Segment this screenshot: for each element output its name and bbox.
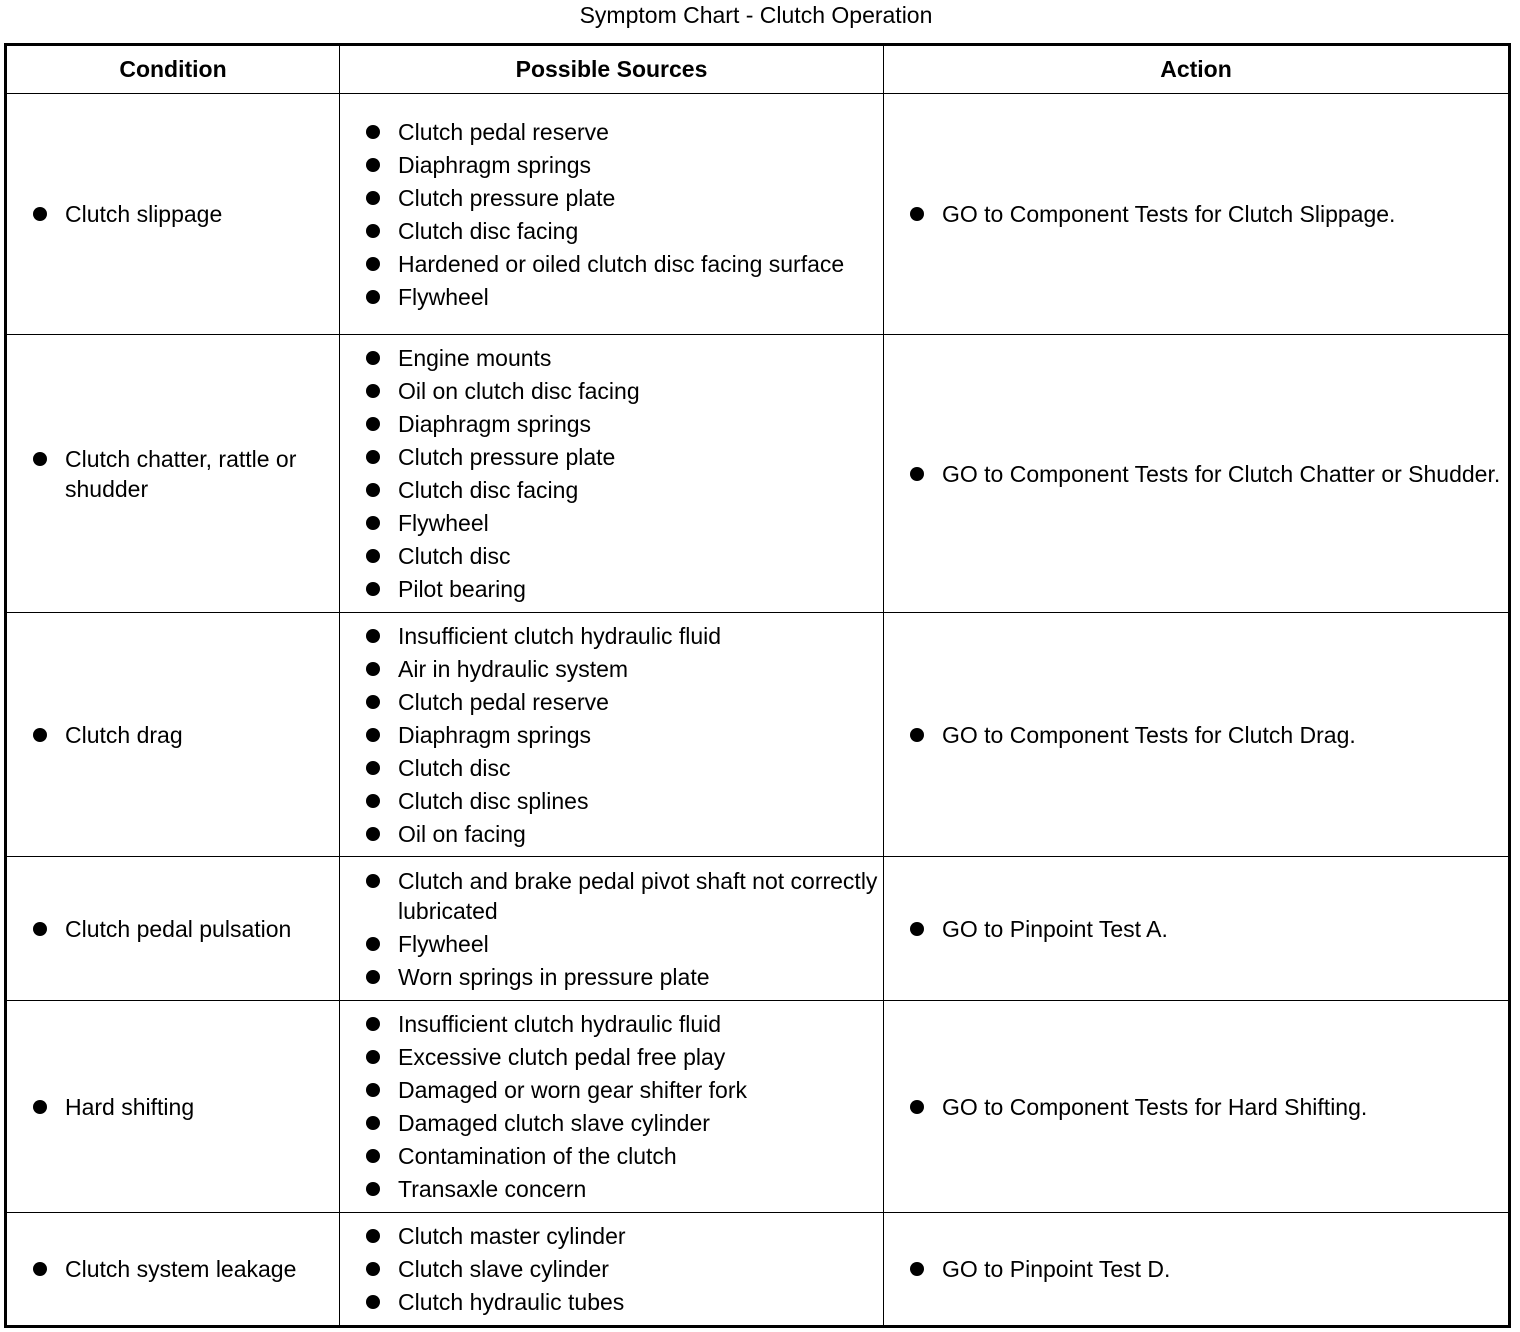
source-item: Clutch disc [340,753,883,783]
source-item: Air in hydraulic system [340,654,883,684]
table-row [6,94,1510,335]
source-item: Flywheel [340,508,883,538]
action-cell [884,94,1510,335]
source-item: Clutch slave cylinder [340,1254,883,1284]
source-item: Pilot bearing [340,574,883,604]
action-item: GO to Component Tests for Hard Shifting. [884,1092,1508,1122]
table-row [6,1001,1510,1213]
source-item: Diaphragm springs [340,720,883,750]
source-item: Contamination of the clutch [340,1141,883,1171]
condition-cell [6,1213,340,1327]
header-condition: Condition [6,45,340,94]
condition-item: Clutch pedal pulsation [7,914,339,944]
source-item: Flywheel [340,929,883,959]
source-item: Clutch disc [340,541,883,571]
possible-sources-cell [340,1001,884,1213]
condition-cell [6,335,340,613]
source-item: Insufficient clutch hydraulic fluid [340,621,883,651]
source-item: Excessive clutch pedal free play [340,1042,883,1072]
header-action: Action [884,45,1510,94]
action-cell [884,857,1510,1001]
source-item: Damaged or worn gear shifter fork [340,1075,883,1105]
condition-item: Clutch system leakage [7,1254,339,1284]
possible-sources-cell [340,335,884,613]
table-row [6,857,1510,1001]
action-cell [884,1213,1510,1327]
symptom-chart-table [4,43,1511,1328]
condition-cell [6,857,340,1001]
action-item: GO to Component Tests for Clutch Drag. [884,720,1508,750]
action-item: GO to Component Tests for Clutch Chatter or Shudder. [884,459,1508,489]
source-item: Clutch and brake pedal pivot shaft not correctly lubricated [340,866,883,926]
action-item: GO to Component Tests for Clutch Slippage. [884,199,1508,229]
source-item: Diaphragm springs [340,150,883,180]
source-item: Clutch master cylinder [340,1221,883,1251]
possible-sources-cell [340,1213,884,1327]
table-row [6,1213,1510,1327]
action-item: GO to Pinpoint Test D. [884,1254,1508,1284]
condition-item: Hard shifting [7,1092,339,1122]
chart-body [6,94,1510,1327]
possible-sources-cell [340,94,884,335]
source-item: Clutch pedal reserve [340,117,883,147]
source-item: Clutch pressure plate [340,442,883,472]
source-item: Clutch disc splines [340,786,883,816]
table-row [6,613,1510,857]
condition-item: Clutch chatter, rattle or shudder [7,444,339,504]
source-item: Diaphragm springs [340,409,883,439]
source-item: Flywheel [340,282,883,312]
source-item: Engine mounts [340,343,883,373]
source-item: Transaxle concern [340,1174,883,1204]
source-item: Clutch disc facing [340,216,883,246]
source-item: Worn springs in pressure plate [340,962,883,992]
possible-sources-cell [340,857,884,1001]
source-item: Clutch pedal reserve [340,687,883,717]
source-item: Clutch pressure plate [340,183,883,213]
header-row [6,45,1510,94]
table-row [6,335,1510,613]
source-item: Oil on facing [340,819,883,849]
source-item: Clutch disc facing [340,475,883,505]
source-item: Clutch hydraulic tubes [340,1287,883,1317]
condition-item: Clutch drag [7,720,339,750]
chart-title: Symptom Chart - Clutch Operation [579,2,933,28]
action-cell [884,335,1510,613]
condition-item: Clutch slippage [7,199,339,229]
condition-cell [6,613,340,857]
source-item: Insufficient clutch hydraulic fluid [340,1009,883,1039]
source-item: Damaged clutch slave cylinder [340,1108,883,1138]
header-possible-sources: Possible Sources [340,45,884,94]
source-item: Oil on clutch disc facing [340,376,883,406]
action-cell [884,613,1510,857]
action-item: GO to Pinpoint Test A. [884,914,1508,944]
possible-sources-cell [340,613,884,857]
condition-cell [6,94,340,335]
condition-cell [6,1001,340,1213]
action-cell [884,1001,1510,1213]
source-item: Hardened or oiled clutch disc facing surface [340,249,883,279]
